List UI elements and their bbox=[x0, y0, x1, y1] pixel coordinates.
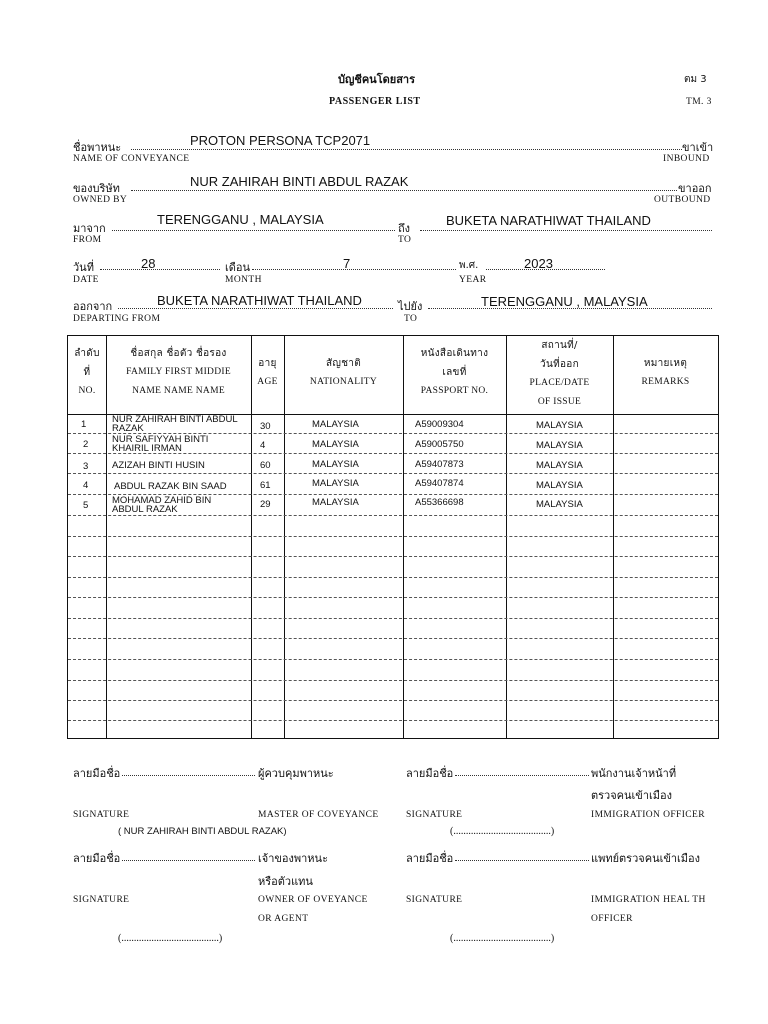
owner-role-english-2: OR AGENT bbox=[258, 914, 309, 924]
immigration-sign-label-english: SIGNATURE bbox=[406, 810, 463, 820]
header-no: ลำดับ ที่ NO. bbox=[74, 348, 100, 396]
month-label-thai: เดือน bbox=[225, 261, 251, 274]
row-1-name-line2: RAZAK bbox=[112, 423, 144, 434]
col-divider bbox=[613, 336, 614, 738]
row-2-nationality: MALAYSIA bbox=[312, 439, 359, 450]
owner-role-thai-2: หรือตัวแทน bbox=[258, 875, 313, 888]
conveyance-value: PROTON PERSONA TCP2071 bbox=[190, 133, 371, 148]
row-4-passport: A59407874 bbox=[415, 478, 464, 489]
destination-label-thai: ไปยัง bbox=[398, 300, 423, 313]
row-5-nationality: MALAYSIA bbox=[312, 497, 359, 508]
master-sign-label-thai: ลายมือชื่อ bbox=[73, 767, 121, 780]
departing-label-english: DEPARTING FROM bbox=[73, 314, 161, 324]
destination-label-english: TO bbox=[404, 314, 418, 324]
row-1-place: MALAYSIA bbox=[536, 420, 583, 431]
header-nationality: สัญชาติ NATIONALITY bbox=[309, 358, 378, 387]
health-role-english-1: IMMIGRATION HEAL TH bbox=[591, 895, 706, 905]
immigration-role-thai-1: พนักงานเจ้าหน้าที่ bbox=[591, 767, 677, 780]
row-1-age: 30 bbox=[260, 421, 271, 432]
master-name: ( NUR ZAHIRAH BINTI ABDUL RAZAK) bbox=[118, 826, 287, 837]
row-4-place: MALAYSIA bbox=[536, 480, 583, 491]
immigration-name-blank: (.......................................) bbox=[450, 826, 555, 837]
form-code-english: TM. 3 bbox=[686, 97, 712, 107]
month-line bbox=[252, 269, 456, 270]
row-5-name-line2: ABDUL RAZAK bbox=[112, 504, 178, 515]
conveyance-label-english: NAME OF CONVEYANCE bbox=[73, 154, 190, 164]
row-3-name-line1: AZIZAH BINTI HUSIN bbox=[112, 460, 205, 471]
row-rule bbox=[68, 556, 718, 557]
immigration-role-english: IMMIGRATION OFFICER bbox=[591, 810, 705, 820]
owner-label-english: OWNED BY bbox=[73, 195, 128, 205]
row-4-age: 61 bbox=[260, 480, 271, 491]
row-3-passport: A59407873 bbox=[415, 459, 464, 470]
master-sign-label-english: SIGNATURE bbox=[73, 810, 130, 820]
row-5-no: 5 bbox=[83, 500, 89, 511]
owner-value: NUR ZAHIRAH BINTI ABDUL RAZAK bbox=[190, 174, 409, 189]
title-thai: บัญชีคนโดยสาร bbox=[338, 73, 415, 86]
col-divider bbox=[284, 336, 285, 738]
row-rule bbox=[68, 536, 718, 537]
header-remarks: หมายเหตุ REMARKS bbox=[641, 358, 690, 387]
owner-sign-label-thai: ลายมือชื่อ bbox=[73, 852, 121, 865]
row-2-passport: A59005750 bbox=[415, 439, 464, 450]
from-value: TERENGGANU , MALAYSIA bbox=[157, 212, 324, 227]
immigration-role-thai-2: ตรวจคนเข้าเมือง bbox=[591, 789, 672, 802]
year-value: 2023 bbox=[524, 256, 553, 271]
row-2-age: 4 bbox=[260, 440, 266, 451]
to-value: BUKETA NARATHIWAT THAILAND bbox=[446, 213, 651, 228]
owner-name-blank: (.......................................) bbox=[118, 933, 223, 944]
row-1-name-line1: NUR ZAHIRAH BINTI ABDUL bbox=[112, 414, 238, 425]
year-label-thai: พ.ศ. bbox=[459, 260, 479, 271]
health-role-thai: แพทย์ตรวจคนเข้าเมือง bbox=[591, 852, 701, 865]
row-rule bbox=[68, 700, 718, 701]
departing-line bbox=[118, 308, 393, 309]
header-age: อายุ AGE bbox=[257, 358, 278, 387]
row-5-name-line1: MOHAMAD ZAHID BIN bbox=[112, 495, 212, 506]
owner-sign-label-english: SIGNATURE bbox=[73, 895, 130, 905]
row-3-no: 3 bbox=[83, 461, 89, 472]
row-rule bbox=[68, 618, 718, 619]
health-sign-label-english: SIGNATURE bbox=[406, 895, 463, 905]
day-line bbox=[100, 269, 220, 270]
departing-value: BUKETA NARATHIWAT THAILAND bbox=[157, 293, 362, 308]
owner-label-thai: ของบริษัท bbox=[73, 182, 120, 195]
master-role-english: MASTER OF COVEYANCE bbox=[258, 810, 379, 820]
master-role-thai: ผู้ควบคุมพาหนะ bbox=[258, 767, 334, 780]
to-label-english: TO bbox=[398, 235, 412, 245]
row-1-passport: A59009304 bbox=[415, 419, 464, 430]
health-name-blank: (.......................................) bbox=[450, 933, 555, 944]
inbound-label-english: INBOUND bbox=[663, 154, 710, 164]
month-label-english: MONTH bbox=[225, 275, 262, 285]
row-5-place: MALAYSIA bbox=[536, 499, 583, 510]
health-role-english-2: OFFICER bbox=[591, 914, 633, 924]
header-name: ชื่อสกุล ชื่อตัว ชื่อรอง FAMILY FIRST MIDDIE NAME NAME NAME bbox=[126, 348, 231, 396]
row-4-name-line1: ABDUL RAZAK BIN SAAD bbox=[114, 481, 227, 492]
from-line bbox=[112, 230, 395, 231]
owner-line bbox=[131, 190, 677, 191]
day-label-english: DATE bbox=[73, 275, 99, 285]
row-rule bbox=[68, 720, 718, 721]
row-1-no: 1 bbox=[81, 419, 87, 430]
day-label-thai: วันที่ bbox=[73, 261, 94, 274]
row-rule bbox=[68, 680, 718, 681]
immigration-sign-line bbox=[455, 775, 589, 776]
immigration-sign-label-thai: ลายมือชื่อ bbox=[406, 767, 454, 780]
col-divider bbox=[251, 336, 252, 738]
row-2-no: 2 bbox=[83, 439, 89, 450]
row-rule bbox=[68, 597, 718, 598]
owner-role-english-1: OWNER OF OVEYANCE bbox=[258, 895, 368, 905]
destination-value: TERENGGANU , MALAYSIA bbox=[481, 294, 648, 309]
health-sign-label-thai: ลายมือชื่อ bbox=[406, 852, 454, 865]
form-code-thai: ตม 3 bbox=[684, 74, 707, 85]
to-label-thai: ถึง bbox=[398, 222, 411, 235]
month-value: 7 bbox=[343, 256, 351, 271]
outbound-label-english: OUTBOUND bbox=[654, 195, 711, 205]
owner-role-thai-1: เจ้าของพาหนะ bbox=[258, 852, 328, 865]
row-1-nationality: MALAYSIA bbox=[312, 419, 359, 430]
header-place: สถานที่/ วันที่ออก PLACE/DATE OF ISSUE bbox=[529, 340, 590, 407]
passenger-table bbox=[67, 335, 719, 739]
master-sign-line bbox=[122, 775, 255, 776]
row-5-passport: A55366698 bbox=[415, 497, 464, 508]
row-4-nationality: MALAYSIA bbox=[312, 478, 359, 489]
row-rule bbox=[68, 515, 718, 516]
row-5-age: 29 bbox=[260, 499, 271, 510]
row-rule bbox=[68, 638, 718, 639]
conveyance-label-thai: ชื่อพาหนะ bbox=[73, 141, 122, 154]
conveyance-line bbox=[131, 149, 682, 150]
inbound-label-thai: ขาเข้า bbox=[682, 141, 714, 154]
header-passport: หนังสือเดินทาง เลขที่ PASSPORT NO. bbox=[420, 348, 489, 396]
departing-label-thai: ออกจาก bbox=[73, 300, 113, 313]
to-line bbox=[420, 230, 712, 231]
owner-sign-line bbox=[122, 860, 255, 861]
outbound-label-thai: ขาออก bbox=[678, 182, 712, 195]
row-3-nationality: MALAYSIA bbox=[312, 459, 359, 470]
row-2-name-line1: NUR SAFIYYAH BINTI bbox=[112, 434, 209, 445]
day-value: 28 bbox=[141, 256, 156, 271]
row-3-age: 60 bbox=[260, 460, 271, 471]
health-sign-line bbox=[455, 860, 589, 861]
year-label-english: YEAR bbox=[459, 275, 487, 285]
row-4-no: 4 bbox=[83, 480, 89, 491]
row-rule bbox=[68, 473, 718, 474]
title-english: PASSENGER LIST bbox=[329, 96, 421, 107]
row-2-place: MALAYSIA bbox=[536, 440, 583, 451]
from-label-english: FROM bbox=[73, 235, 102, 245]
row-rule bbox=[68, 577, 718, 578]
row-2-name-line2: KHAIRIL IRMAN bbox=[112, 443, 182, 454]
from-label-thai: มาจาก bbox=[73, 222, 106, 235]
row-3-place: MALAYSIA bbox=[536, 460, 583, 471]
row-rule bbox=[68, 659, 718, 660]
